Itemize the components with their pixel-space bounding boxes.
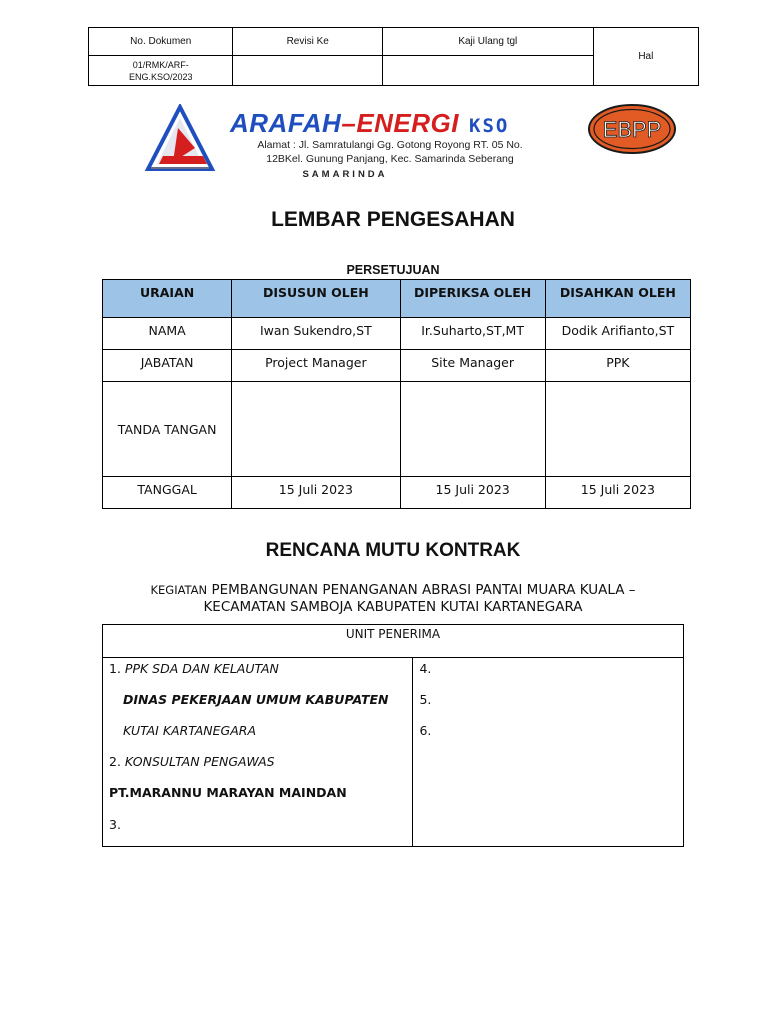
unit-left-cell	[103, 658, 413, 847]
unit-item-6-number: 6.	[419, 723, 432, 738]
unit-item-1	[109, 661, 279, 676]
page-label: Hal	[593, 28, 698, 86]
table-cell: 15 Juli 2023	[232, 477, 400, 509]
unit-header: UNIT PENERIMA	[103, 625, 684, 658]
review-date-value	[382, 56, 593, 86]
document-control-table	[88, 27, 699, 86]
plan-title: RENCANA MUTU KONTRAK	[265, 540, 521, 561]
table-row	[103, 477, 691, 509]
unit-item-1-org: DINAS PEKERJAAN UMUM KABUPATEN	[123, 692, 389, 707]
unit-item-1-org-2: KUTAI KARTANEGARA	[123, 723, 257, 738]
table-cell: Iwan Sukendro,ST	[232, 318, 400, 350]
activity-line-2: KECAMATAN SAMBOJA KABUPATEN KUTAI KARTANEGARA	[203, 599, 583, 615]
city-name: SAMARINDA	[302, 169, 388, 180]
table-cell: Project Manager	[232, 350, 400, 382]
activity-line-1	[0, 582, 768, 599]
unit-item-2-org: PT.MARANNU MARAYAN MAINDAN	[109, 785, 347, 800]
company-triangle-logo	[145, 104, 215, 172]
table-row	[103, 350, 691, 382]
table-cell: 15 Juli 2023	[545, 477, 690, 509]
doc-no-value-line2: ENG.KSO/2023	[128, 71, 193, 82]
company-name-dash: –	[341, 108, 357, 138]
signature-cell	[545, 382, 690, 477]
unit-item-2-number: 2.	[109, 754, 121, 769]
doc-no-value-line1: 01/RMK/ARF-	[132, 59, 189, 70]
table-cell: Dodik Arifianto,ST	[545, 318, 690, 350]
table-row	[103, 318, 691, 350]
signature-cell	[400, 382, 545, 477]
company-name-part1: ARAFAH	[230, 108, 342, 138]
unit-item-3-number: 3.	[109, 817, 121, 832]
unit-item-1-number: 1.	[109, 661, 121, 676]
doc-no-value	[89, 56, 233, 86]
approval-caption: PERSETUJUAN	[346, 263, 440, 277]
company-name-part2: ENERGI	[356, 108, 459, 138]
table-cell: 15 Juli 2023	[400, 477, 545, 509]
unit-right-cell	[413, 658, 684, 847]
activity-line-1-text: PEMBANGUNAN PENANGANAN ABRASI PANTAI MUARA KUALA –	[211, 582, 636, 598]
column-header: URAIAN	[103, 280, 232, 318]
column-header: DISAHKAN OLEH	[545, 280, 690, 318]
review-date-label: Kaji Ulang tgl	[382, 28, 593, 56]
activity-prefix: KEGIATAN	[150, 583, 208, 597]
address-line-1: Alamat : Jl. Samratulangi Gg. Gotong Royong RT. 05 No.	[257, 139, 523, 151]
recipient-unit-table	[102, 624, 684, 847]
unit-item-5-number: 5.	[419, 692, 432, 707]
approval-table	[102, 279, 691, 509]
signature-cell	[232, 382, 400, 477]
unit-item-2	[109, 754, 275, 769]
table-cell: PPK	[545, 350, 690, 382]
address-line-2: 12BKel. Gunung Panjang, Kec. Samarinda Seberang	[266, 153, 514, 165]
table-cell: JABATAN	[103, 350, 232, 382]
activity-description	[0, 582, 768, 616]
table-cell: TANDA TANGAN	[103, 382, 232, 477]
table-cell: Site Manager	[400, 350, 545, 382]
table-cell: TANGGAL	[103, 477, 232, 509]
table-row	[103, 382, 691, 477]
table-cell: NAMA	[103, 318, 232, 350]
revision-label: Revisi Ke	[233, 28, 382, 56]
ebpp-logo	[587, 103, 677, 155]
column-header: DISUSUN OLEH	[232, 280, 400, 318]
unit-item-2-title: KONSULTAN PENGAWAS	[124, 754, 275, 769]
doc-no-label: No. Dokumen	[89, 28, 233, 56]
company-name	[230, 108, 509, 139]
unit-item-1-title: PPK SDA DAN KELAUTAN	[124, 661, 279, 676]
table-cell: Ir.Suharto,ST,MT	[400, 318, 545, 350]
column-header: DIPERIKSA OLEH	[400, 280, 545, 318]
page-title: LEMBAR PENGESAHAN	[271, 208, 515, 231]
revision-value	[233, 56, 382, 86]
company-name-part3: KSO	[469, 115, 510, 137]
unit-item-4-number: 4.	[419, 661, 432, 676]
ebpp-logo-text: EBPP	[602, 117, 662, 142]
